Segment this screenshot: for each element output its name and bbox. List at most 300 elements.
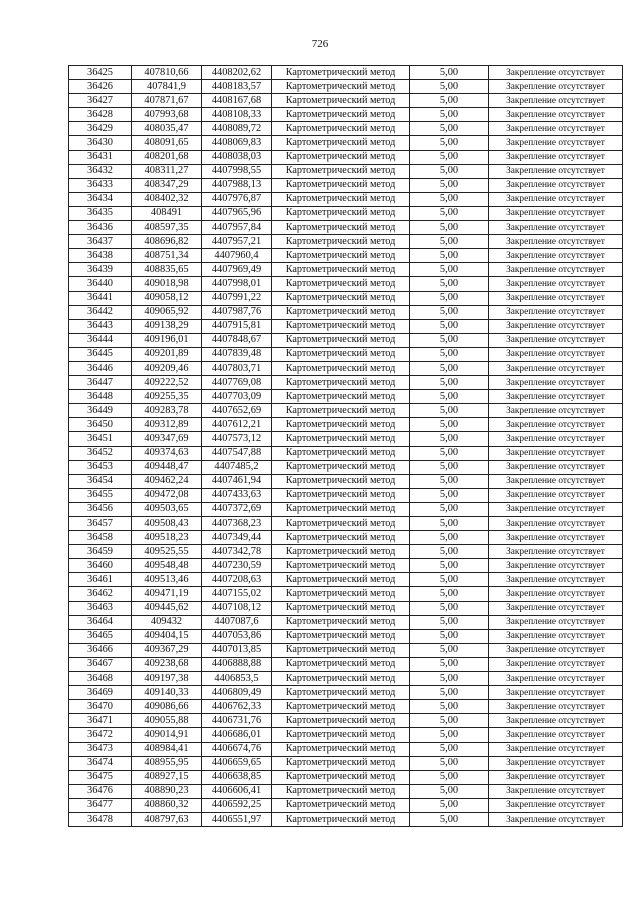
accuracy-cell: 5,00 bbox=[410, 446, 489, 460]
y-coordinate-cell: 4406853,5 bbox=[202, 672, 272, 686]
x-coordinate-cell: 409445,62 bbox=[132, 601, 202, 615]
y-coordinate-cell: 4406731,76 bbox=[202, 714, 272, 728]
table-row bbox=[69, 418, 623, 432]
fixation-cell: Закрепление отсутствует bbox=[489, 122, 623, 136]
y-coordinate-cell: 4407342,78 bbox=[202, 545, 272, 559]
fixation-cell: Закрепление отсутствует bbox=[489, 629, 623, 643]
table-row bbox=[69, 559, 623, 573]
y-coordinate-cell: 4408183,57 bbox=[202, 80, 272, 94]
point-number-cell: 36433 bbox=[69, 178, 132, 192]
method-cell: Картометрический метод bbox=[272, 347, 410, 361]
method-cell: Картометрический метод bbox=[272, 291, 410, 305]
method-cell: Картометрический метод bbox=[272, 418, 410, 432]
accuracy-cell: 5,00 bbox=[410, 164, 489, 178]
y-coordinate-cell: 4407652,69 bbox=[202, 404, 272, 418]
fixation-cell: Закрепление отсутствует bbox=[489, 80, 623, 94]
point-number-cell: 36430 bbox=[69, 136, 132, 150]
table-row bbox=[69, 108, 623, 122]
point-number-cell: 36472 bbox=[69, 728, 132, 742]
table-row bbox=[69, 66, 623, 80]
y-coordinate-cell: 4408108,33 bbox=[202, 108, 272, 122]
table-row bbox=[69, 136, 623, 150]
table-row bbox=[69, 812, 623, 826]
point-number-cell: 36457 bbox=[69, 517, 132, 531]
fixation-cell: Закрепление отсутствует bbox=[489, 361, 623, 375]
accuracy-cell: 5,00 bbox=[410, 615, 489, 629]
x-coordinate-cell: 409197,38 bbox=[132, 672, 202, 686]
table-row bbox=[69, 347, 623, 361]
point-number-cell: 36478 bbox=[69, 812, 132, 826]
fixation-cell: Закрепление отсутствует bbox=[489, 333, 623, 347]
table-row bbox=[69, 122, 623, 136]
y-coordinate-cell: 4407987,76 bbox=[202, 305, 272, 319]
fixation-cell: Закрепление отсутствует bbox=[489, 305, 623, 319]
method-cell: Картометрический метод bbox=[272, 305, 410, 319]
x-coordinate-cell: 409201,89 bbox=[132, 347, 202, 361]
accuracy-cell: 5,00 bbox=[410, 390, 489, 404]
y-coordinate-cell: 4407988,13 bbox=[202, 178, 272, 192]
fixation-cell: Закрепление отсутствует bbox=[489, 291, 623, 305]
accuracy-cell: 5,00 bbox=[410, 221, 489, 235]
point-number-cell: 36444 bbox=[69, 333, 132, 347]
fixation-cell: Закрепление отсутствует bbox=[489, 474, 623, 488]
x-coordinate-cell: 409462,24 bbox=[132, 474, 202, 488]
point-number-cell: 36440 bbox=[69, 277, 132, 291]
point-number-cell: 36468 bbox=[69, 672, 132, 686]
x-coordinate-cell: 407841,9 bbox=[132, 80, 202, 94]
fixation-cell: Закрепление отсутствует bbox=[489, 517, 623, 531]
point-number-cell: 36475 bbox=[69, 770, 132, 784]
method-cell: Картометрический метод bbox=[272, 517, 410, 531]
fixation-cell: Закрепление отсутствует bbox=[489, 798, 623, 812]
accuracy-cell: 5,00 bbox=[410, 319, 489, 333]
accuracy-cell: 5,00 bbox=[410, 460, 489, 474]
point-number-cell: 36458 bbox=[69, 531, 132, 545]
x-coordinate-cell: 409196,01 bbox=[132, 333, 202, 347]
method-cell: Картометрический метод bbox=[272, 756, 410, 770]
accuracy-cell: 5,00 bbox=[410, 66, 489, 80]
point-number-cell: 36466 bbox=[69, 643, 132, 657]
accuracy-cell: 5,00 bbox=[410, 150, 489, 164]
accuracy-cell: 5,00 bbox=[410, 784, 489, 798]
point-number-cell: 36462 bbox=[69, 587, 132, 601]
fixation-cell: Закрепление отсутствует bbox=[489, 192, 623, 206]
y-coordinate-cell: 4407915,81 bbox=[202, 319, 272, 333]
y-coordinate-cell: 4407053,86 bbox=[202, 629, 272, 643]
fixation-cell: Закрепление отсутствует bbox=[489, 601, 623, 615]
fixation-cell: Закрепление отсутствует bbox=[489, 446, 623, 460]
y-coordinate-cell: 4407155,02 bbox=[202, 587, 272, 601]
fixation-cell: Закрепление отсутствует bbox=[489, 150, 623, 164]
accuracy-cell: 5,00 bbox=[410, 812, 489, 826]
x-coordinate-cell: 409238,68 bbox=[132, 657, 202, 671]
point-number-cell: 36464 bbox=[69, 615, 132, 629]
table-row bbox=[69, 573, 623, 587]
method-cell: Картометрический метод bbox=[272, 136, 410, 150]
method-cell: Картометрический метод bbox=[272, 657, 410, 671]
fixation-cell: Закрепление отсутствует bbox=[489, 376, 623, 390]
fixation-cell: Закрепление отсутствует bbox=[489, 108, 623, 122]
point-number-cell: 36477 bbox=[69, 798, 132, 812]
y-coordinate-cell: 4407769,08 bbox=[202, 376, 272, 390]
method-cell: Картометрический метод bbox=[272, 94, 410, 108]
method-cell: Картометрический метод bbox=[272, 672, 410, 686]
point-number-cell: 36476 bbox=[69, 784, 132, 798]
method-cell: Картометрический метод bbox=[272, 502, 410, 516]
table-row bbox=[69, 714, 623, 728]
table-row bbox=[69, 643, 623, 657]
y-coordinate-cell: 4407372,69 bbox=[202, 502, 272, 516]
y-coordinate-cell: 4407965,96 bbox=[202, 206, 272, 220]
accuracy-cell: 5,00 bbox=[410, 333, 489, 347]
y-coordinate-cell: 4407976,87 bbox=[202, 192, 272, 206]
table-row bbox=[69, 263, 623, 277]
method-cell: Картометрический метод bbox=[272, 122, 410, 136]
table-row bbox=[69, 798, 623, 812]
x-coordinate-cell: 409209,46 bbox=[132, 361, 202, 375]
accuracy-cell: 5,00 bbox=[410, 277, 489, 291]
y-coordinate-cell: 4407087,6 bbox=[202, 615, 272, 629]
x-coordinate-cell: 409283,78 bbox=[132, 404, 202, 418]
accuracy-cell: 5,00 bbox=[410, 94, 489, 108]
table-row bbox=[69, 728, 623, 742]
table-row bbox=[69, 686, 623, 700]
fixation-cell: Закрепление отсутствует bbox=[489, 756, 623, 770]
method-cell: Картометрический метод bbox=[272, 573, 410, 587]
table-row bbox=[69, 206, 623, 220]
fixation-cell: Закрепление отсутствует bbox=[489, 66, 623, 80]
fixation-cell: Закрепление отсутствует bbox=[489, 531, 623, 545]
table-row bbox=[69, 657, 623, 671]
x-coordinate-cell: 408984,41 bbox=[132, 742, 202, 756]
x-coordinate-cell: 408927,15 bbox=[132, 770, 202, 784]
table-row bbox=[69, 756, 623, 770]
fixation-cell: Закрепление отсутствует bbox=[489, 728, 623, 742]
accuracy-cell: 5,00 bbox=[410, 108, 489, 122]
x-coordinate-cell: 409548,48 bbox=[132, 559, 202, 573]
fixation-cell: Закрепление отсутствует bbox=[489, 136, 623, 150]
y-coordinate-cell: 4407803,71 bbox=[202, 361, 272, 375]
table-row bbox=[69, 305, 623, 319]
table-row bbox=[69, 94, 623, 108]
y-coordinate-cell: 4406551,97 bbox=[202, 812, 272, 826]
accuracy-cell: 5,00 bbox=[410, 235, 489, 249]
y-coordinate-cell: 4408038,03 bbox=[202, 150, 272, 164]
method-cell: Картометрический метод bbox=[272, 784, 410, 798]
fixation-cell: Закрепление отсутствует bbox=[489, 460, 623, 474]
accuracy-cell: 5,00 bbox=[410, 517, 489, 531]
fixation-cell: Закрепление отсутствует bbox=[489, 263, 623, 277]
table-row bbox=[69, 672, 623, 686]
fixation-cell: Закрепление отсутствует bbox=[489, 502, 623, 516]
fixation-cell: Закрепление отсутствует bbox=[489, 714, 623, 728]
x-coordinate-cell: 408035,47 bbox=[132, 122, 202, 136]
accuracy-cell: 5,00 bbox=[410, 361, 489, 375]
accuracy-cell: 5,00 bbox=[410, 657, 489, 671]
accuracy-cell: 5,00 bbox=[410, 601, 489, 615]
fixation-cell: Закрепление отсутствует bbox=[489, 770, 623, 784]
y-coordinate-cell: 4406686,01 bbox=[202, 728, 272, 742]
table-row bbox=[69, 502, 623, 516]
accuracy-cell: 5,00 bbox=[410, 672, 489, 686]
accuracy-cell: 5,00 bbox=[410, 531, 489, 545]
y-coordinate-cell: 4407573,12 bbox=[202, 432, 272, 446]
x-coordinate-cell: 407871,67 bbox=[132, 94, 202, 108]
x-coordinate-cell: 409432 bbox=[132, 615, 202, 629]
point-number-cell: 36446 bbox=[69, 361, 132, 375]
y-coordinate-cell: 4406606,41 bbox=[202, 784, 272, 798]
y-coordinate-cell: 4407998,55 bbox=[202, 164, 272, 178]
fixation-cell: Закрепление отсутствует bbox=[489, 643, 623, 657]
table-row bbox=[69, 333, 623, 347]
accuracy-cell: 5,00 bbox=[410, 376, 489, 390]
point-number-cell: 36449 bbox=[69, 404, 132, 418]
y-coordinate-cell: 4408202,62 bbox=[202, 66, 272, 80]
table-row bbox=[69, 474, 623, 488]
table-row bbox=[69, 531, 623, 545]
table-row bbox=[69, 291, 623, 305]
method-cell: Картометрический метод bbox=[272, 249, 410, 263]
fixation-cell: Закрепление отсутствует bbox=[489, 206, 623, 220]
x-coordinate-cell: 408797,63 bbox=[132, 812, 202, 826]
table-row bbox=[69, 517, 623, 531]
point-number-cell: 36454 bbox=[69, 474, 132, 488]
point-number-cell: 36429 bbox=[69, 122, 132, 136]
x-coordinate-cell: 409367,29 bbox=[132, 643, 202, 657]
x-coordinate-cell: 409508,43 bbox=[132, 517, 202, 531]
fixation-cell: Закрепление отсутствует bbox=[489, 812, 623, 826]
point-number-cell: 36450 bbox=[69, 418, 132, 432]
method-cell: Картометрический метод bbox=[272, 319, 410, 333]
y-coordinate-cell: 4407998,01 bbox=[202, 277, 272, 291]
method-cell: Картометрический метод bbox=[272, 206, 410, 220]
method-cell: Картометрический метод bbox=[272, 812, 410, 826]
x-coordinate-cell: 409065,92 bbox=[132, 305, 202, 319]
accuracy-cell: 5,00 bbox=[410, 643, 489, 657]
method-cell: Картометрический метод bbox=[272, 150, 410, 164]
x-coordinate-cell: 409525,55 bbox=[132, 545, 202, 559]
x-coordinate-cell: 407993,68 bbox=[132, 108, 202, 122]
method-cell: Картометрический метод bbox=[272, 629, 410, 643]
x-coordinate-cell: 409404,15 bbox=[132, 629, 202, 643]
table-row bbox=[69, 784, 623, 798]
fixation-cell: Закрепление отсутствует bbox=[489, 742, 623, 756]
accuracy-cell: 5,00 bbox=[410, 559, 489, 573]
point-number-cell: 36426 bbox=[69, 80, 132, 94]
fixation-cell: Закрепление отсутствует bbox=[489, 615, 623, 629]
accuracy-cell: 5,00 bbox=[410, 629, 489, 643]
y-coordinate-cell: 4406888,88 bbox=[202, 657, 272, 671]
point-number-cell: 36434 bbox=[69, 192, 132, 206]
table-row bbox=[69, 404, 623, 418]
method-cell: Картометрический метод bbox=[272, 728, 410, 742]
y-coordinate-cell: 4407368,23 bbox=[202, 517, 272, 531]
table-row bbox=[69, 277, 623, 291]
y-coordinate-cell: 4407013,85 bbox=[202, 643, 272, 657]
x-coordinate-cell: 409014,91 bbox=[132, 728, 202, 742]
point-number-cell: 36427 bbox=[69, 94, 132, 108]
fixation-cell: Закрепление отсутствует bbox=[489, 587, 623, 601]
y-coordinate-cell: 4406809,49 bbox=[202, 686, 272, 700]
table-row bbox=[69, 460, 623, 474]
method-cell: Картометрический метод bbox=[272, 376, 410, 390]
y-coordinate-cell: 4407991,22 bbox=[202, 291, 272, 305]
method-cell: Картометрический метод bbox=[272, 164, 410, 178]
table-row bbox=[69, 390, 623, 404]
x-coordinate-cell: 409347,69 bbox=[132, 432, 202, 446]
y-coordinate-cell: 4407839,48 bbox=[202, 347, 272, 361]
table-row bbox=[69, 700, 623, 714]
y-coordinate-cell: 4406638,85 bbox=[202, 770, 272, 784]
fixation-cell: Закрепление отсутствует bbox=[489, 784, 623, 798]
y-coordinate-cell: 4407960,4 bbox=[202, 249, 272, 263]
x-coordinate-cell: 408201,68 bbox=[132, 150, 202, 164]
fixation-cell: Закрепление отсутствует bbox=[489, 404, 623, 418]
accuracy-cell: 5,00 bbox=[410, 798, 489, 812]
point-number-cell: 36455 bbox=[69, 488, 132, 502]
table-row bbox=[69, 235, 623, 249]
table-row bbox=[69, 615, 623, 629]
point-number-cell: 36432 bbox=[69, 164, 132, 178]
x-coordinate-cell: 408597,35 bbox=[132, 221, 202, 235]
fixation-cell: Закрепление отсутствует bbox=[489, 657, 623, 671]
method-cell: Картометрический метод bbox=[272, 235, 410, 249]
method-cell: Картометрический метод bbox=[272, 432, 410, 446]
y-coordinate-cell: 4406762,33 bbox=[202, 700, 272, 714]
table-row bbox=[69, 545, 623, 559]
fixation-cell: Закрепление отсутствует bbox=[489, 347, 623, 361]
point-number-cell: 36435 bbox=[69, 206, 132, 220]
point-number-cell: 36441 bbox=[69, 291, 132, 305]
method-cell: Картометрический метод bbox=[272, 545, 410, 559]
y-coordinate-cell: 4407957,21 bbox=[202, 235, 272, 249]
table-row bbox=[69, 629, 623, 643]
y-coordinate-cell: 4408069,83 bbox=[202, 136, 272, 150]
point-number-cell: 36452 bbox=[69, 446, 132, 460]
accuracy-cell: 5,00 bbox=[410, 728, 489, 742]
coordinates-table-body bbox=[69, 66, 623, 827]
point-number-cell: 36465 bbox=[69, 629, 132, 643]
method-cell: Картометрический метод bbox=[272, 686, 410, 700]
accuracy-cell: 5,00 bbox=[410, 263, 489, 277]
method-cell: Картометрический метод bbox=[272, 404, 410, 418]
y-coordinate-cell: 4407461,94 bbox=[202, 474, 272, 488]
x-coordinate-cell: 408835,65 bbox=[132, 263, 202, 277]
point-number-cell: 36445 bbox=[69, 347, 132, 361]
method-cell: Картометрический метод bbox=[272, 587, 410, 601]
method-cell: Картометрический метод bbox=[272, 263, 410, 277]
fixation-cell: Закрепление отсутствует bbox=[489, 488, 623, 502]
table-row bbox=[69, 376, 623, 390]
y-coordinate-cell: 4407703,09 bbox=[202, 390, 272, 404]
table-row bbox=[69, 319, 623, 333]
y-coordinate-cell: 4406592,25 bbox=[202, 798, 272, 812]
fixation-cell: Закрепление отсутствует bbox=[489, 573, 623, 587]
x-coordinate-cell: 409448,47 bbox=[132, 460, 202, 474]
fixation-cell: Закрепление отсутствует bbox=[489, 178, 623, 192]
x-coordinate-cell: 409138,29 bbox=[132, 319, 202, 333]
method-cell: Картометрический метод bbox=[272, 178, 410, 192]
point-number-cell: 36456 bbox=[69, 502, 132, 516]
accuracy-cell: 5,00 bbox=[410, 192, 489, 206]
accuracy-cell: 5,00 bbox=[410, 545, 489, 559]
point-number-cell: 36447 bbox=[69, 376, 132, 390]
accuracy-cell: 5,00 bbox=[410, 404, 489, 418]
method-cell: Картометрический метод bbox=[272, 798, 410, 812]
method-cell: Картометрический метод bbox=[272, 361, 410, 375]
point-number-cell: 36463 bbox=[69, 601, 132, 615]
y-coordinate-cell: 4407957,84 bbox=[202, 221, 272, 235]
y-coordinate-cell: 4407612,21 bbox=[202, 418, 272, 432]
table-row bbox=[69, 178, 623, 192]
point-number-cell: 36474 bbox=[69, 756, 132, 770]
x-coordinate-cell: 409503,65 bbox=[132, 502, 202, 516]
accuracy-cell: 5,00 bbox=[410, 488, 489, 502]
accuracy-cell: 5,00 bbox=[410, 418, 489, 432]
method-cell: Картометрический метод bbox=[272, 488, 410, 502]
point-number-cell: 36442 bbox=[69, 305, 132, 319]
point-number-cell: 36469 bbox=[69, 686, 132, 700]
fixation-cell: Закрепление отсутствует bbox=[489, 235, 623, 249]
accuracy-cell: 5,00 bbox=[410, 305, 489, 319]
x-coordinate-cell: 409472,08 bbox=[132, 488, 202, 502]
method-cell: Картометрический метод bbox=[272, 643, 410, 657]
page-number: 726 bbox=[311, 38, 329, 50]
x-coordinate-cell: 408955,95 bbox=[132, 756, 202, 770]
x-coordinate-cell: 408347,29 bbox=[132, 178, 202, 192]
fixation-cell: Закрепление отсутствует bbox=[489, 418, 623, 432]
fixation-cell: Закрепление отсутствует bbox=[489, 559, 623, 573]
table-row bbox=[69, 742, 623, 756]
x-coordinate-cell: 409312,89 bbox=[132, 418, 202, 432]
table-row bbox=[69, 192, 623, 206]
y-coordinate-cell: 4407969,49 bbox=[202, 263, 272, 277]
fixation-cell: Закрепление отсутствует bbox=[489, 319, 623, 333]
method-cell: Картометрический метод bbox=[272, 559, 410, 573]
accuracy-cell: 5,00 bbox=[410, 700, 489, 714]
table-row bbox=[69, 488, 623, 502]
point-number-cell: 36448 bbox=[69, 390, 132, 404]
accuracy-cell: 5,00 bbox=[410, 291, 489, 305]
x-coordinate-cell: 408402,32 bbox=[132, 192, 202, 206]
method-cell: Картометрический метод bbox=[272, 277, 410, 291]
accuracy-cell: 5,00 bbox=[410, 686, 489, 700]
point-number-cell: 36443 bbox=[69, 319, 132, 333]
accuracy-cell: 5,00 bbox=[410, 714, 489, 728]
x-coordinate-cell: 408696,82 bbox=[132, 235, 202, 249]
x-coordinate-cell: 408890,23 bbox=[132, 784, 202, 798]
method-cell: Картометрический метод bbox=[272, 333, 410, 347]
point-number-cell: 36431 bbox=[69, 150, 132, 164]
method-cell: Картометрический метод bbox=[272, 474, 410, 488]
point-number-cell: 36428 bbox=[69, 108, 132, 122]
y-coordinate-cell: 4406674,76 bbox=[202, 742, 272, 756]
table-row bbox=[69, 249, 623, 263]
y-coordinate-cell: 4407230,59 bbox=[202, 559, 272, 573]
y-coordinate-cell: 4407208,63 bbox=[202, 573, 272, 587]
accuracy-cell: 5,00 bbox=[410, 502, 489, 516]
method-cell: Картометрический метод bbox=[272, 770, 410, 784]
y-coordinate-cell: 4407349,44 bbox=[202, 531, 272, 545]
accuracy-cell: 5,00 bbox=[410, 178, 489, 192]
table-row bbox=[69, 164, 623, 178]
fixation-cell: Закрепление отсутствует bbox=[489, 432, 623, 446]
accuracy-cell: 5,00 bbox=[410, 474, 489, 488]
accuracy-cell: 5,00 bbox=[410, 770, 489, 784]
fixation-cell: Закрепление отсутствует bbox=[489, 390, 623, 404]
point-number-cell: 36453 bbox=[69, 460, 132, 474]
point-number-cell: 36439 bbox=[69, 263, 132, 277]
